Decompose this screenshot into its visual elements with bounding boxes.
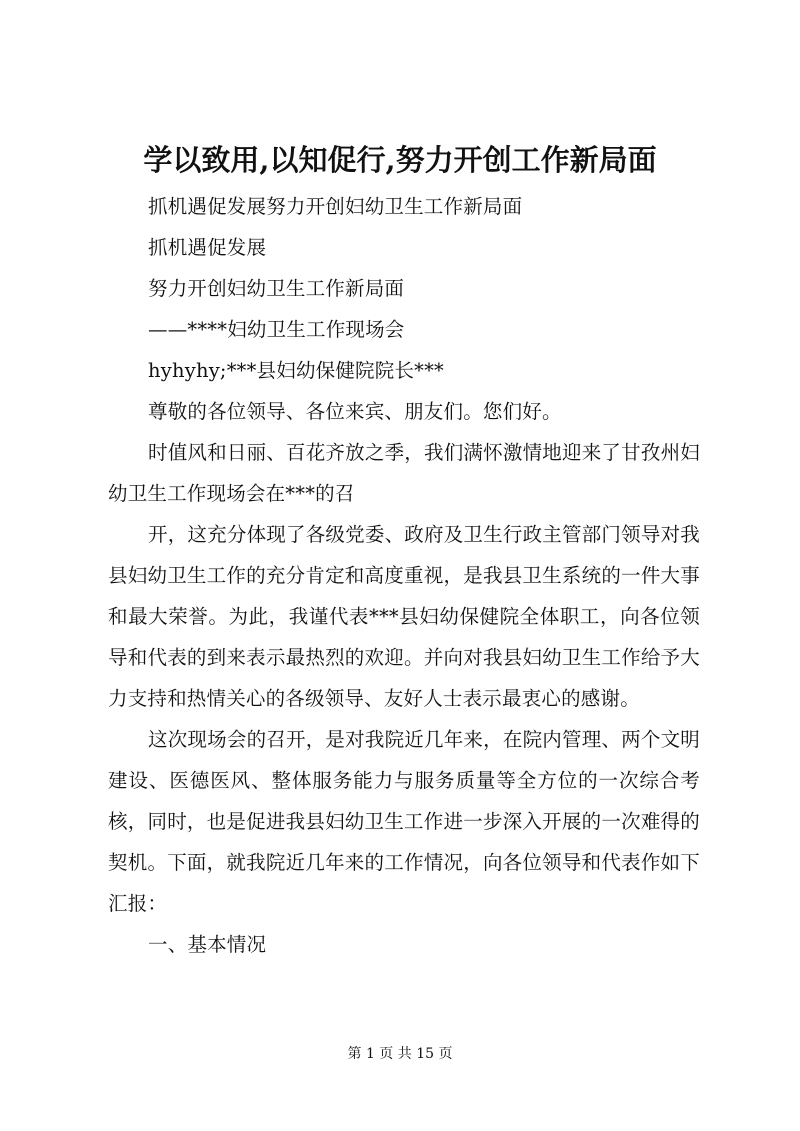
paragraph: 开，这充分体现了各级党委、政府及卫生行政主管部门领导对我县妇幼卫生工作的充分肯定和高度重视，是我县卫生系统的一件大事和最大荣誉。为此，我谨代表***县妇幼保健院全体职工，向各位领导和代表的到来表示最热烈的欢迎。并向对我县妇幼卫生工作给予大力支持和热情关心的各级领导、友好人士表示最衷心的感谢。 [108,523,700,710]
page-footer: 第 1 页 共 15 页 [347,1046,453,1062]
paragraph: 努力开创妇幼卫生工作新局面 [148,277,405,300]
paragraph: ——****妇幼卫生工作现场会 [148,318,405,341]
paragraph: 抓机遇促发展 [148,236,267,259]
paragraph: 这次现场会的召开，是对我院近几年来，在院内管理、两个文明建设、医德医风、整体服务能力与服务质量等全方位的一次综合考核，同时，也是促进我县妇幼卫生工作进一步深入开展的一次难得的契机。下面，就我院近几年来的工作情况，向各位领导和代表作如下汇报： [108,728,700,915]
paragraph: 尊敬的各位领导、各位来宾、朋友们。您们好。 [148,400,562,423]
paragraph: 时值风和日丽、百花齐放之季，我们满怀激情地迎来了甘孜州妇幼卫生工作现场会在***的召 [108,441,700,505]
section-heading: 一、基本情况 [148,933,267,956]
document-title: 学以致用,以知促行,努力开创工作新局面 [143,143,657,177]
paragraph: 抓机遇促发展努力开创妇幼卫生工作新局面 [148,195,523,218]
document-body [108,186,700,965]
paragraph: hyhyhy;***县妇幼保健院院长*** [148,359,444,382]
